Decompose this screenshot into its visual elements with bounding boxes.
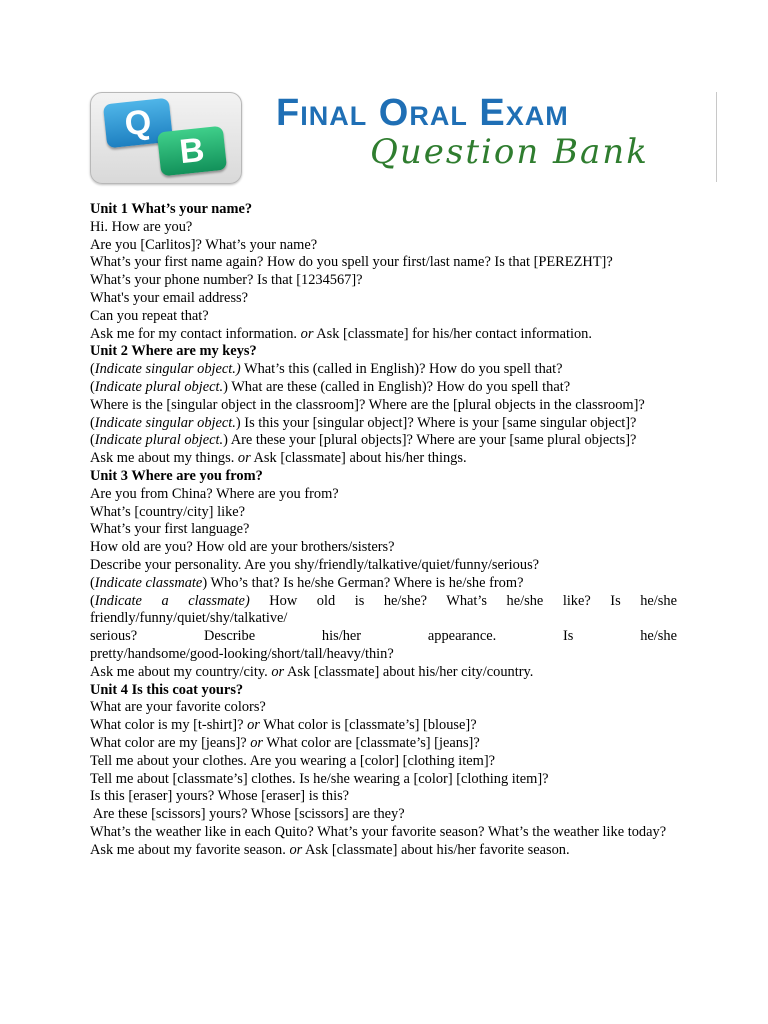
question-line: Hi. How are you? xyxy=(90,218,193,235)
question-line: What are your favorite colors? xyxy=(90,699,266,716)
qb-logo xyxy=(90,92,242,184)
question-line xyxy=(90,450,677,468)
question-line: Can you repeat that? xyxy=(90,307,209,324)
question-line: (Indicate classmate) Who’s that? Is he/she German? Where is he/she from? xyxy=(90,574,524,591)
instruction: Indicate singular object.) xyxy=(94,361,241,378)
instruction: Indicate a classmate) xyxy=(94,592,250,609)
question-line: How old are you? How old are your brothers/sisters? xyxy=(90,539,395,556)
question-line: (Indicate a classmate) How old is he/she? What’s he/she like? Is he/she xyxy=(90,592,677,609)
question-line: Are these [scissors] yours? Whose [scissors] are they? xyxy=(90,806,405,823)
question-line: serious? Describe his/her appearance. Is he/she xyxy=(90,628,677,645)
text: Ask [classmate] about his/her things. xyxy=(253,450,467,467)
text: Ask [classmate] about his/her favorite season. xyxy=(305,841,570,858)
question-line: What’s your phone number? Is that [1234567]? xyxy=(90,272,363,289)
question-line: (Indicate singular object.) Is this your [singular object]? Where is your [same singular object]? xyxy=(90,414,637,431)
question-line: friendly/funny/quiet/shy/talkative/ xyxy=(90,610,288,627)
question-line: Are you from China? Where are you from? xyxy=(90,485,339,502)
text: What color is my [t-shirt]? xyxy=(90,717,244,734)
banner-subtitle: Question Bank xyxy=(370,132,649,172)
text: ) Who’s that? Is he/she German? Where is he/she from? xyxy=(202,574,524,591)
text: ) Is this your [singular object]? Where is your [same singular object]? xyxy=(235,414,637,431)
text: How old is he/she? What’s he/she like? Is he/she xyxy=(269,592,677,609)
question-line: Are you [Carlitos]? What’s your name? xyxy=(90,236,318,253)
banner-title: Final Oral Exam xyxy=(276,92,569,134)
unit-heading: Unit 3 Where are you from? xyxy=(90,467,263,484)
text: ) Are these your [plural objects]? Where are your [same plural objects]? xyxy=(223,432,637,449)
question-line: (Indicate singular object.) What’s this (called in English)? How do you spell that? xyxy=(90,361,563,378)
instruction: Indicate classmate xyxy=(94,574,203,591)
unit-heading: Unit 4 Is this coat yours? xyxy=(90,681,244,698)
question-line: What's your email address? xyxy=(90,289,249,306)
text: Ask [classmate] for his/her contact information. xyxy=(316,325,592,342)
text: Ask me about my country/city. xyxy=(90,663,268,680)
question-line xyxy=(90,326,677,344)
or-word: or xyxy=(300,325,314,342)
question-line xyxy=(90,735,677,753)
or-word: or xyxy=(271,663,285,680)
logo-q-tile: Q xyxy=(103,98,173,149)
instruction: Indicate plural object. xyxy=(94,378,224,395)
question-line: What’s your first language? xyxy=(90,521,250,538)
question-line: pretty/handsome/good-looking/short/tall/heavy/thin? xyxy=(90,645,394,662)
instruction: Indicate singular object. xyxy=(94,414,236,431)
question-line: Where is the [singular object in the classroom]? Where are the [plural objects in the classroom]? xyxy=(90,396,645,413)
question-line: Tell me about [classmate’s] clothes. Is he/she wearing a [color] [clothing item]? xyxy=(90,770,549,787)
text: Ask me about my things. xyxy=(90,450,235,467)
question-line: (Indicate plural object.) Are these your [plural objects]? Where are your [same plural objects]? xyxy=(90,432,637,449)
question-line: What’s the weather like in each Quito? What’s your favorite season? What’s the weather like today? xyxy=(90,823,667,840)
question-line xyxy=(90,664,677,682)
or-word: or xyxy=(250,734,264,751)
question-line: Tell me about your clothes. Are you wearing a [color] [clothing item]? xyxy=(90,752,495,769)
unit-heading: Unit 2 Where are my keys? xyxy=(90,343,257,360)
or-word: or xyxy=(289,841,303,858)
text: Ask me about my favorite season. xyxy=(90,841,286,858)
text: ) What are these (called in English)? How do you spell that? xyxy=(223,378,571,395)
question-list xyxy=(90,201,677,859)
question-line: What’s [country/city] like? xyxy=(90,503,246,520)
question-line: What’s your first name again? How do you spell your first/last name? Is that [PEREZHT]? xyxy=(90,254,613,271)
text: What’s this (called in English)? How do you spell that? xyxy=(244,361,563,378)
header-banner xyxy=(90,90,718,184)
logo-b-tile: B xyxy=(157,126,227,177)
text: What color are my [jeans]? xyxy=(90,734,247,751)
question-line: Is this [eraser] yours? Whose [eraser] is this? xyxy=(90,788,350,805)
or-word: or xyxy=(247,717,260,734)
text: What color is [classmate’s] [blouse]? xyxy=(263,717,477,734)
text: What color are [classmate’s] [jeans]? xyxy=(266,734,480,751)
unit-heading: Unit 1 What’s your name? xyxy=(90,201,253,217)
instruction: Indicate plural object. xyxy=(94,432,224,449)
question-line: (Indicate plural object.) What are these (called in English)? How do you spell that? xyxy=(90,378,571,395)
text: Ask [classmate] about his/her city/country. xyxy=(286,663,534,680)
or-word: or xyxy=(237,450,251,467)
question-line xyxy=(90,717,677,735)
question-line xyxy=(90,842,677,860)
question-line: Describe your personality. Are you shy/friendly/talkative/quiet/funny/serious? xyxy=(90,556,540,573)
text: Ask me for my contact information. xyxy=(90,325,298,342)
banner-edge xyxy=(716,92,717,182)
